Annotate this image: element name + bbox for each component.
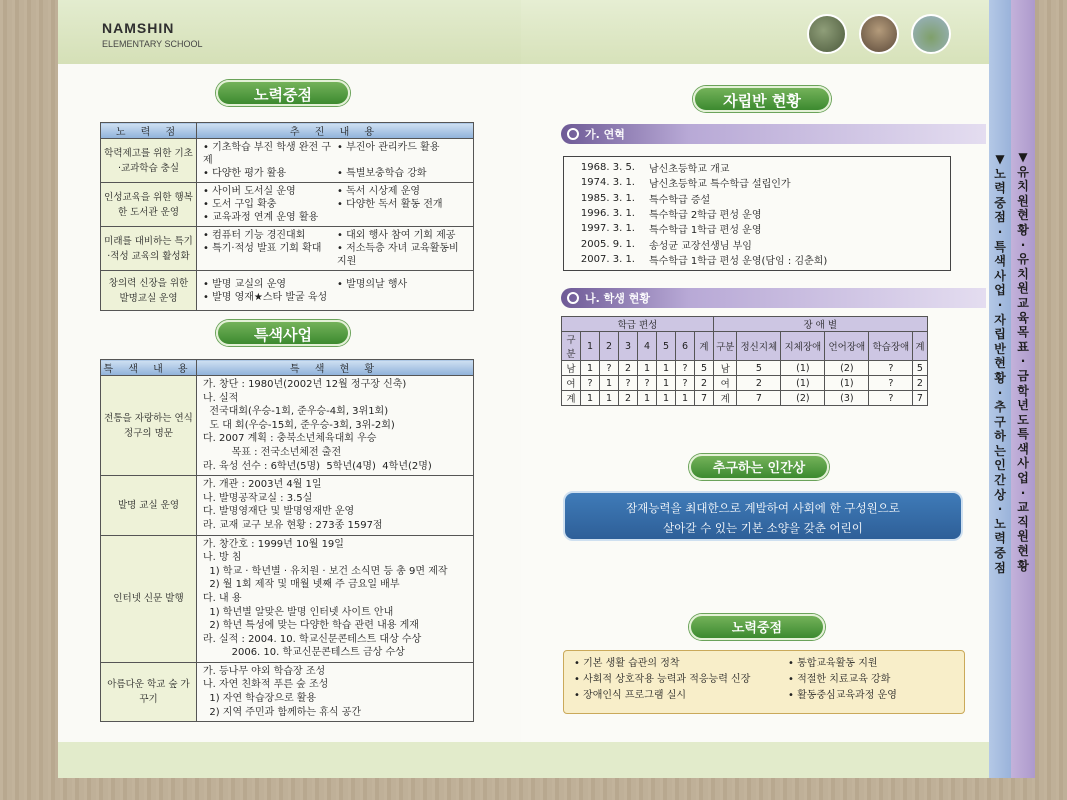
effort-title-pill-right: 노력중점 bbox=[689, 614, 825, 640]
effort-goal-text: 사회적 상호작용 능력과 적응능력 신장 bbox=[583, 674, 751, 685]
effort-item bbox=[203, 229, 333, 242]
student-cell: ? bbox=[638, 376, 657, 391]
feature-line: 가. 등나무 야외 학습장 조성 bbox=[203, 665, 326, 677]
feature-category: 전통을 자랑하는 연식 정구의 명문 bbox=[101, 376, 197, 476]
feature-line: 전국대회(우승-1회, 준우승-4회, 3위1회) bbox=[203, 406, 389, 418]
disability-col-head: 지체장애 bbox=[781, 332, 825, 361]
history-event: 특수학급 2학급 편성 운영 bbox=[649, 210, 762, 222]
student-cell: 2 bbox=[619, 361, 638, 376]
history-date: 2005. 9. 1. bbox=[580, 238, 635, 250]
class-col-head: 2 bbox=[600, 332, 619, 361]
feature-line: 다. 2007 계획 : 충북소년체육대회 우승 bbox=[203, 433, 377, 445]
student-cell: 5 bbox=[695, 361, 714, 376]
class-col-head: 계 bbox=[695, 332, 714, 361]
bullet: • bbox=[574, 658, 584, 669]
bullet: • bbox=[203, 212, 213, 223]
student-cell: 1 bbox=[638, 391, 657, 406]
student-table bbox=[561, 316, 928, 406]
disability-col-head: 언어장애 bbox=[825, 332, 869, 361]
photo-students bbox=[807, 14, 847, 54]
class-col-head: 1 bbox=[581, 332, 600, 361]
student-cell: 1 bbox=[657, 361, 676, 376]
student-cell: 5 bbox=[737, 361, 781, 376]
student-cell: (3) bbox=[825, 391, 869, 406]
side-tab-text-2: ▼유치원현황·유치원교육목표·금학년도특색사업·교직원현황 bbox=[1017, 150, 1029, 573]
effort-item bbox=[337, 291, 467, 304]
special-class-title-pill: 자립반 현황 bbox=[693, 86, 831, 112]
effort-items bbox=[203, 229, 467, 268]
student-cell: ? bbox=[676, 376, 695, 391]
effort-item-text: 특별보충학습 강화 bbox=[346, 168, 427, 179]
student-cell: 1 bbox=[657, 376, 676, 391]
history-event: 특수학급 1학급 편성 운영 bbox=[649, 225, 762, 237]
feature-line: 목표 : 전국소년체전 출전 bbox=[203, 446, 342, 458]
student-row bbox=[562, 361, 928, 376]
history-row bbox=[564, 252, 950, 267]
student-cell: 2 bbox=[737, 376, 781, 391]
effort-item bbox=[337, 211, 467, 224]
feature-line: 나. 발명공작교실 : 3.5실 bbox=[203, 492, 313, 504]
effort-goal-text: 장애인식 프로그램 실시 bbox=[583, 690, 687, 701]
bullet: • bbox=[574, 690, 584, 701]
history-date: 1968. 3. 5. bbox=[580, 162, 635, 174]
class-col-head: 4 bbox=[638, 332, 657, 361]
effort-item-text: 저소득층 자녀 교육활동비 지원 bbox=[337, 243, 459, 267]
history-row bbox=[564, 191, 950, 206]
feature-row bbox=[101, 476, 474, 535]
class-col-head: 구분 bbox=[562, 332, 581, 361]
right-header bbox=[521, 0, 989, 64]
history-list bbox=[563, 156, 951, 271]
feature-line: 나. 자연 친화적 푸른 숲 조성 bbox=[203, 679, 329, 691]
effort-item-text: 발명의날 행사 bbox=[346, 278, 408, 290]
feature-line: 1) 학년별 알맞은 발명 인터넷 사이트 안내 bbox=[203, 606, 394, 618]
effort-content bbox=[197, 139, 474, 183]
left-page bbox=[58, 0, 521, 778]
effort-item bbox=[337, 185, 467, 198]
effort-item bbox=[337, 278, 467, 291]
student-cell: 2 bbox=[695, 376, 714, 391]
effort-item bbox=[203, 278, 333, 291]
effort-item bbox=[203, 167, 333, 180]
bullet: • bbox=[788, 674, 798, 685]
feature-content bbox=[197, 662, 474, 721]
left-footer-band bbox=[58, 742, 521, 778]
side-tab-blue bbox=[989, 0, 1011, 778]
bullet: • bbox=[203, 230, 213, 241]
photo-activity bbox=[859, 14, 899, 54]
effort-goal-text: 기본 생활 습관의 정착 bbox=[583, 658, 680, 669]
effort-content bbox=[197, 183, 474, 227]
vision-line-1: 잠재능력을 최대한으로 계발하여 사회에 한 구성원으로 bbox=[626, 501, 900, 515]
effort-list bbox=[563, 650, 965, 714]
effort-item-text: 특기·적성 발표 기회 확대 bbox=[212, 243, 322, 254]
feature-line: 1) 자연 학습장으로 활용 bbox=[203, 693, 317, 705]
feature-line: 나. 실적 bbox=[203, 392, 239, 404]
right-page bbox=[521, 0, 989, 778]
effort-item-text: 다양한 독서 활동 전개 bbox=[346, 199, 443, 210]
history-label: 가. 연혁 bbox=[585, 128, 625, 141]
feature-line: 가. 개관 : 2003년 4월 1일 bbox=[203, 479, 322, 491]
student-cell: (2) bbox=[781, 391, 825, 406]
bullet: • bbox=[788, 658, 798, 669]
effort-goal-text: 통합교육활동 지원 bbox=[797, 658, 878, 669]
bullet: • bbox=[337, 243, 347, 254]
effort-goal bbox=[788, 656, 954, 672]
effort-item-text: 독서 시상제 운영 bbox=[346, 186, 421, 197]
effort-item bbox=[203, 242, 333, 268]
effort-goal bbox=[574, 672, 784, 688]
bullet: • bbox=[203, 243, 213, 254]
history-section-bar bbox=[561, 124, 986, 144]
effort-content bbox=[197, 271, 474, 311]
bullet: • bbox=[337, 168, 347, 179]
effort-item bbox=[337, 229, 467, 242]
effort-title-pill: 노력중점 bbox=[216, 80, 350, 106]
history-event: 특수학급 1학급 편성 운영(담임 : 김춘희) bbox=[649, 255, 828, 267]
bullet: • bbox=[203, 199, 213, 210]
effort-category: 창의력 신장을 위한 발명교실 운영 bbox=[101, 271, 197, 311]
student-cell: (1) bbox=[781, 361, 825, 376]
vision-banner bbox=[563, 491, 963, 541]
feature-row bbox=[101, 535, 474, 662]
class-col-head: 5 bbox=[657, 332, 676, 361]
school-name: NAMSHIN bbox=[102, 20, 175, 36]
group-disability: 장 애 별 bbox=[714, 317, 928, 332]
feature-line: 2) 월 1회 제작 및 매월 넷째 주 금요일 배부 bbox=[203, 579, 400, 591]
effort-col-1: 노 력 점 bbox=[101, 123, 197, 139]
effort-goal bbox=[788, 688, 954, 704]
effort-row bbox=[101, 227, 474, 271]
right-footer-band bbox=[521, 742, 989, 778]
student-cell: ? bbox=[869, 391, 913, 406]
effort-row bbox=[101, 139, 474, 183]
effort-content bbox=[197, 227, 474, 271]
student-cell: 7 bbox=[913, 391, 927, 406]
student-cell: 1 bbox=[581, 391, 600, 406]
student-cell: ? bbox=[869, 361, 913, 376]
side-tab-purple bbox=[1011, 0, 1035, 778]
effort-item bbox=[203, 198, 333, 211]
student-cell: 2 bbox=[913, 376, 927, 391]
student-cell: 여 bbox=[562, 376, 581, 391]
bullet: • bbox=[337, 186, 347, 197]
effort-item-text: 발명 영재★스타 발굴 육성 bbox=[212, 291, 328, 303]
bullet: • bbox=[337, 230, 347, 241]
effort-item bbox=[337, 141, 467, 167]
effort-goal-text: 적절한 치료교육 강화 bbox=[797, 674, 891, 685]
feature-row bbox=[101, 662, 474, 721]
feature-content bbox=[197, 376, 474, 476]
effort-items bbox=[203, 185, 467, 224]
effort-item bbox=[337, 242, 467, 268]
student-row bbox=[562, 391, 928, 406]
feature-line: 가. 창간호 : 1999년 10월 19일 bbox=[203, 538, 344, 550]
feature-line: 다. 내 용 bbox=[203, 592, 242, 604]
school-subtitle: ELEMENTARY SCHOOL bbox=[102, 39, 203, 49]
bullet: • bbox=[203, 278, 213, 290]
effort-item-text: 다양한 평가 활용 bbox=[212, 168, 287, 179]
student-cell: 1 bbox=[638, 361, 657, 376]
effort-item bbox=[337, 167, 467, 180]
effort-item bbox=[203, 291, 333, 304]
history-date: 1997. 3. 1. bbox=[580, 223, 635, 235]
student-cell: 계 bbox=[562, 391, 581, 406]
student-cell: ? bbox=[600, 361, 619, 376]
feature-line: 2) 지역 주민과 함께하는 휴식 공간 bbox=[203, 706, 362, 718]
feature-col-1: 특 색 내 용 bbox=[101, 360, 197, 376]
side-tab-text-1: ▼노력중점·특색사업·자립반현황·추구하는인간상·노력중점 bbox=[994, 152, 1006, 575]
effort-item-text: 기초학습 부진 학생 완전 구제 bbox=[203, 142, 332, 166]
student-cell: 1 bbox=[676, 391, 695, 406]
effort-item-text: 교육과정 연계 운영 활용 bbox=[212, 212, 319, 223]
history-row bbox=[564, 236, 950, 251]
left-header bbox=[58, 0, 521, 64]
student-cell: 5 bbox=[913, 361, 927, 376]
student-cell: 1 bbox=[581, 361, 600, 376]
feature-line: 라. 교재 교구 보유 현황 : 273종 1597점 bbox=[203, 519, 383, 531]
class-col-head: 3 bbox=[619, 332, 638, 361]
feature-category: 발명 교실 운영 bbox=[101, 476, 197, 535]
bullet: • bbox=[788, 690, 798, 701]
feature-col-2: 특 색 현 황 bbox=[197, 360, 474, 376]
group-class: 학급 편성 bbox=[562, 317, 714, 332]
effort-goal bbox=[788, 672, 954, 688]
effort-item bbox=[203, 185, 333, 198]
bullet: • bbox=[337, 278, 347, 290]
vision-line-2: 살아갈 수 있는 기본 소양을 갖춘 어린이 bbox=[663, 521, 863, 535]
bullet-icon bbox=[567, 292, 579, 304]
history-event: 남신초등학교 특수학급 설립인가 bbox=[649, 179, 791, 191]
bullet: • bbox=[203, 168, 213, 179]
student-cell: 7 bbox=[695, 391, 714, 406]
disability-col-head: 구분 bbox=[714, 332, 737, 361]
history-date: 1996. 3. 1. bbox=[580, 208, 635, 220]
bullet: • bbox=[337, 199, 347, 210]
bullet: • bbox=[574, 674, 584, 685]
disability-col-head: 정신지체 bbox=[737, 332, 781, 361]
effort-goal bbox=[574, 688, 784, 704]
disability-col-head: 학습장애 bbox=[869, 332, 913, 361]
student-section-bar bbox=[561, 288, 986, 308]
feature-line: 2) 학년 특성에 맞는 다양한 학습 관련 내용 게재 bbox=[203, 620, 419, 632]
bullet: • bbox=[203, 142, 213, 153]
feature-title-pill: 특색사업 bbox=[216, 320, 350, 346]
student-cell: 계 bbox=[714, 391, 737, 406]
effort-table bbox=[100, 122, 474, 311]
student-cell: ? bbox=[619, 376, 638, 391]
student-cell: 2 bbox=[619, 391, 638, 406]
student-cell: 남 bbox=[562, 361, 581, 376]
history-row bbox=[564, 221, 950, 236]
bullet-icon bbox=[567, 128, 579, 140]
effort-item bbox=[203, 211, 333, 224]
effort-item-text: 부진아 관리카드 활용 bbox=[346, 142, 440, 153]
photo-school-building bbox=[911, 14, 951, 54]
student-cell: (1) bbox=[781, 376, 825, 391]
history-event: 송성균 교장선생님 부임 bbox=[649, 240, 752, 252]
effort-item-text: 대외 행사 참여 기회 제공 bbox=[346, 230, 456, 241]
history-date: 1985. 3. 1. bbox=[580, 192, 635, 204]
student-cell: ? bbox=[581, 376, 600, 391]
feature-line: 라. 실적 : 2004. 10. 학교신문콘테스트 대상 수상 bbox=[203, 633, 422, 645]
student-cell: (1) bbox=[825, 376, 869, 391]
student-cell: ? bbox=[676, 361, 695, 376]
effort-category: 학력제고를 위한 기초·교과학습 충실 bbox=[101, 139, 197, 183]
feature-line: 라. 육성 선수 : 6학년(5명) 5학년(4명) 4학년(2명) bbox=[203, 460, 432, 472]
feature-line: 나. 방 침 bbox=[203, 552, 242, 564]
feature-line: 다. 발명영재단 및 발명영재반 운영 bbox=[203, 506, 355, 518]
history-row bbox=[564, 206, 950, 221]
bullet: • bbox=[203, 186, 213, 197]
effort-goal-text: 활동중심교육과정 운영 bbox=[797, 690, 897, 701]
history-row bbox=[564, 175, 950, 190]
effort-category: 미래를 대비하는 특기·적성 교육의 활성화 bbox=[101, 227, 197, 271]
effort-item bbox=[203, 141, 333, 167]
student-cell: 7 bbox=[737, 391, 781, 406]
student-cell: 여 bbox=[714, 376, 737, 391]
vision-title-pill: 추구하는 인간상 bbox=[689, 454, 829, 480]
effort-category: 인성교육을 위한 행복한 도서관 운영 bbox=[101, 183, 197, 227]
feature-line: 도 대 회(우승-15회, 준우승-3회, 3위-2회) bbox=[203, 419, 395, 431]
class-col-head: 6 bbox=[676, 332, 695, 361]
effort-goal bbox=[574, 656, 784, 672]
history-event: 남신초등학교 개교 bbox=[649, 164, 730, 176]
feature-category: 아름다운 학교 숲 가꾸기 bbox=[101, 662, 197, 721]
student-cell: 1 bbox=[600, 391, 619, 406]
feature-line: 2006. 10. 학교신문콘테스트 금상 수상 bbox=[203, 647, 405, 659]
effort-items bbox=[203, 141, 467, 180]
feature-line: 1) 학교 · 학년별 · 유치원 · 보건 소식면 등 총 9면 제작 bbox=[203, 565, 448, 577]
effort-item-text: 발명 교실의 운영 bbox=[212, 278, 287, 290]
student-row bbox=[562, 376, 928, 391]
effort-row bbox=[101, 271, 474, 311]
feature-content bbox=[197, 476, 474, 535]
feature-content bbox=[197, 535, 474, 662]
history-event: 특수학급 증설 bbox=[649, 194, 711, 206]
effort-item-text: 컴퓨터 기능 경진대회 bbox=[212, 230, 306, 241]
student-cell: 남 bbox=[714, 361, 737, 376]
effort-items bbox=[203, 278, 467, 304]
student-cell: (2) bbox=[825, 361, 869, 376]
effort-col-2: 추 진 내 용 bbox=[197, 123, 474, 139]
student-cell: ? bbox=[869, 376, 913, 391]
feature-category: 인터넷 신문 발행 bbox=[101, 535, 197, 662]
history-row bbox=[564, 160, 950, 175]
student-cell: 1 bbox=[657, 391, 676, 406]
history-date: 2007. 3. 1. bbox=[580, 253, 635, 265]
bullet: • bbox=[203, 291, 213, 303]
effort-item-text: 도서 구입 확충 bbox=[212, 199, 277, 210]
student-cell: 1 bbox=[600, 376, 619, 391]
history-date: 1974. 3. 1. bbox=[580, 177, 635, 189]
feature-table bbox=[100, 359, 474, 722]
effort-item bbox=[337, 198, 467, 211]
feature-row bbox=[101, 376, 474, 476]
bullet: • bbox=[337, 142, 347, 153]
feature-line: 가. 창단 : 1980년(2002년 12월 정구장 신축) bbox=[203, 379, 407, 390]
effort-row bbox=[101, 183, 474, 227]
disability-col-head: 계 bbox=[913, 332, 927, 361]
effort-item-text: 사이버 도서실 운영 bbox=[212, 186, 296, 197]
student-label: 나. 학생 현황 bbox=[585, 292, 650, 305]
